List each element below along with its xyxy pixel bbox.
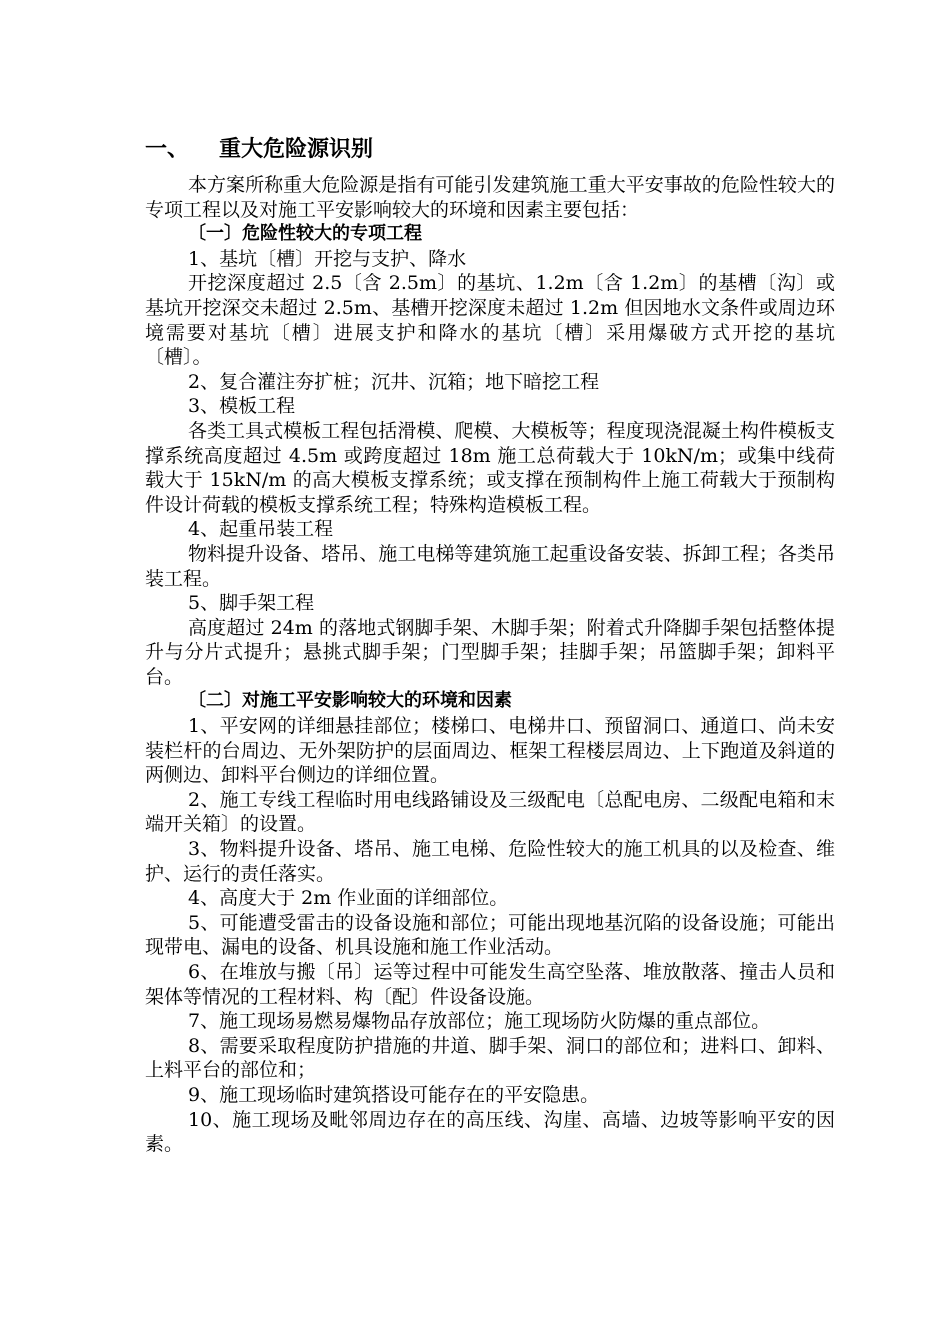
document-body — [145, 135, 835, 1157]
intro-paragraph: 本方案所称重大危险源是指有可能引发建筑施工重大平安事故的危险性较大的专项工程以及对施工平安影响较大的环境和因素主要包括： — [145, 174, 835, 221]
section1-item: 高度超过 24m 的落地式钢脚手架、木脚手架；附着式升降脚手架包括整体提升与分片式提升；悬挑式脚手架；门型脚手架；挂脚手架；吊篮脚手架；卸料平台。 — [145, 616, 835, 688]
section2-item: 3、物料提升设备、塔吊、施工电梯、危险性较大的施工机具的以及检查、维护、运行的责任落实。 — [145, 838, 835, 885]
section2-item: 8、需要采取程度防护措施的井道、脚手架、洞口的部位和；进料口、卸料、上料平台的部位和； — [145, 1034, 835, 1082]
section2-item: 9、施工现场临时建筑搭设可能存在的平安隐患。 — [188, 1083, 600, 1106]
section2-item: 6、在堆放与搬〔吊〕运等过程中可能发生高空坠落、堆放散落、撞击人员和架体等情况的工程材料、构〔配〕件设备设施。 — [145, 961, 835, 1008]
section1-item: 开挖深度超过 2.5〔含 2.5m〕的基坑、1.2m〔含 1.2m〕的基槽〔沟〕或基坑开挖深交未超过 2.5m、基槽开挖深度未超过 1.2m 但因地水文条件或周边环境需要对基坑〔槽〕进展支护和降水的基坑〔槽〕采用爆破方式开挖的基坑〔槽〕。 — [145, 272, 835, 369]
subsection-title-2: 〔二〕对施工平安影响较大的环境和因素 — [188, 690, 512, 712]
section1-item: 4、起重吊装工程 — [188, 518, 334, 541]
heading-number: 一、 — [145, 137, 190, 162]
section-heading — [145, 135, 835, 165]
section2-item: 1、平安网的详细悬挂部位；楼梯口、电梯井口、预留洞口、通道口、尚未安装栏杆的台周边、无外架防护的层面周边、框架工程楼层周边、上下跑道及斜道的两侧边、卸料平台侧边的详细位置。 — [145, 715, 835, 787]
section1-item: 3、模板工程 — [188, 395, 296, 418]
section1-item: 各类工具式模板工程包括滑模、爬模、大模板等；程度现浇混凝土构件模板支撑系统高度超过 4.5m 或跨度超过 18m 施工总荷载大于 10kN/m；或集中线荷载大于 15kN/m 的高大模板支撑系统；或支撑在预制构件上施工荷载大于预制构件设计荷载的模板支撑系统工程；特殊构造模板工程。 — [145, 419, 835, 516]
section1-item: 5、脚手架工程 — [188, 592, 315, 615]
subsection-title-1: 〔一〕危险性较大的专项工程 — [188, 223, 422, 245]
section2-item: 4、高度大于 2m 作业面的详细部位。 — [188, 887, 509, 910]
section1-item: 物料提升设备、塔吊、施工电梯等建筑施工起重设备安装、拆卸工程；各类吊装工程。 — [145, 542, 835, 590]
section1-item: 1、基坑〔槽〕开挖与支护、降水 — [188, 247, 467, 270]
section2-item: 7、施工现场易燃易爆物品存放部位；施工现场防火防爆的重点部位。 — [188, 1010, 771, 1033]
section2-item: 2、施工专线工程临时用电线路铺设及三级配电〔总配电房、二级配电箱和末端开关箱〕的设置。 — [145, 788, 835, 836]
section2-item: 5、可能遭受雷击的设备设施和部位；可能出现地基沉陷的设备设施；可能出现带电、漏电的设备、机具设施和施工作业活动。 — [145, 911, 835, 959]
section2-item: 10、施工现场及毗邻周边存在的高压线、沟崖、高墙、边坡等影响平安的因素。 — [145, 1108, 835, 1156]
heading-title: 重大危险源识别 — [219, 137, 374, 162]
section1-item: 2、复合灌注夯扩桩；沉井、沉箱；地下暗挖工程 — [188, 370, 600, 393]
